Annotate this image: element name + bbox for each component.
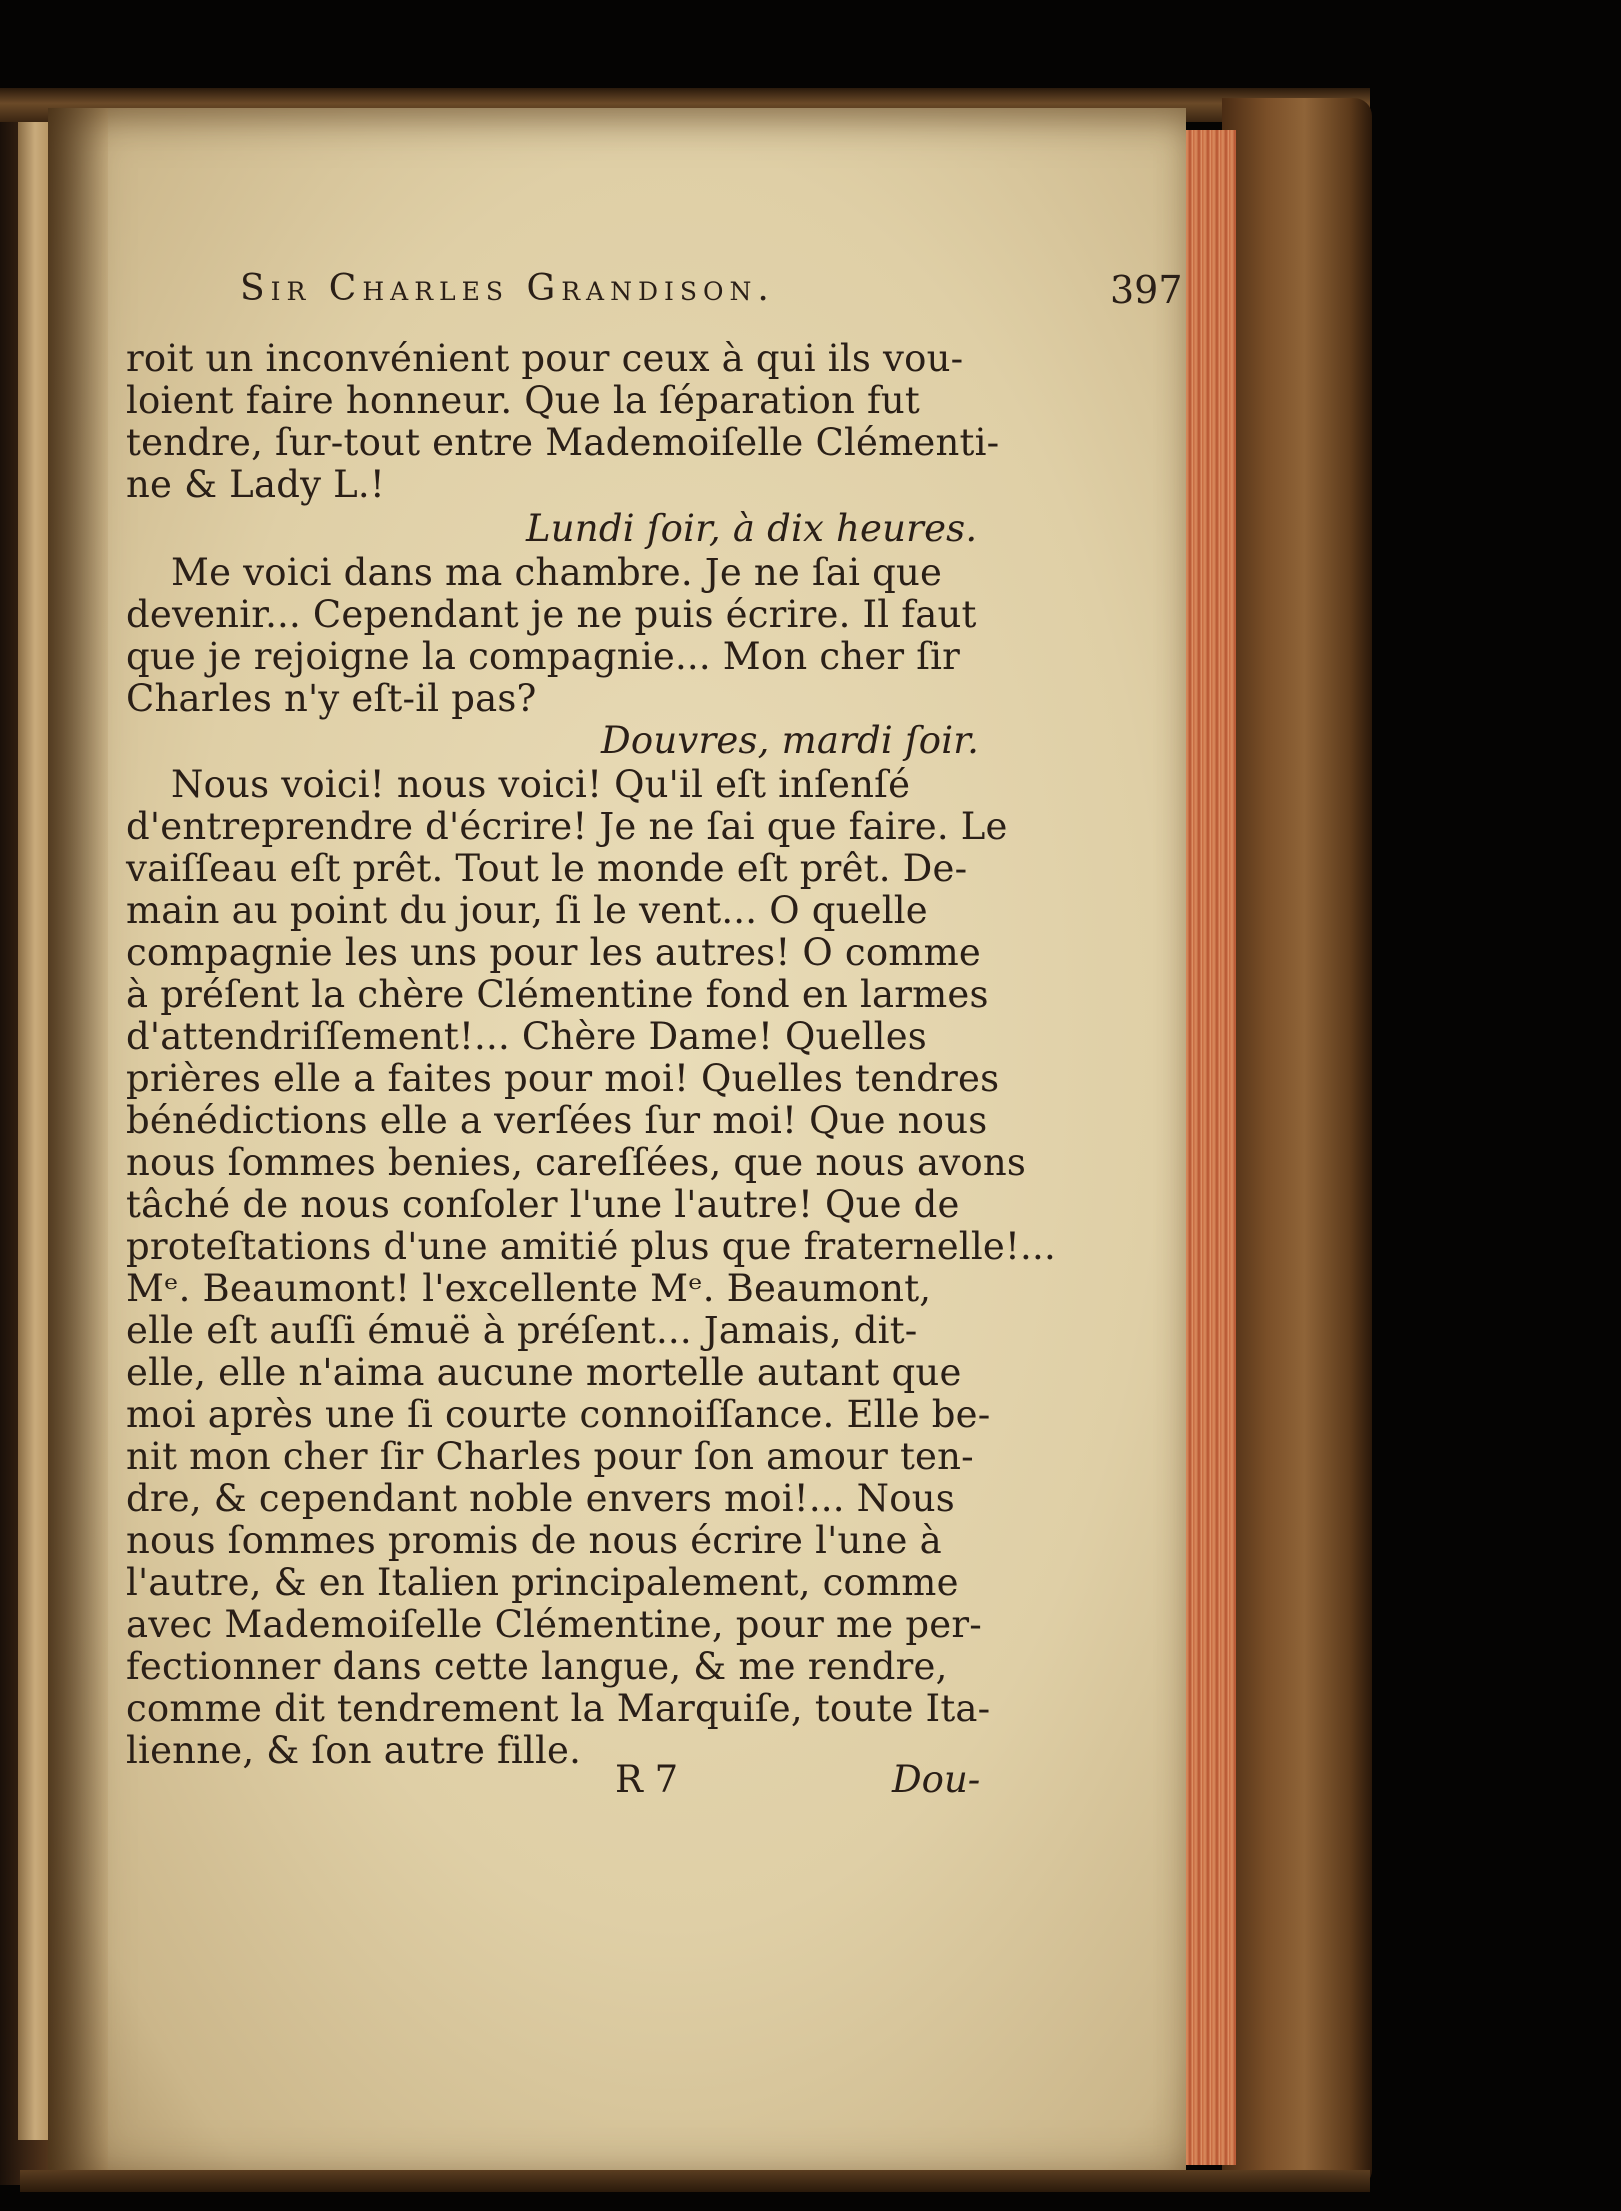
text-line: roit un inconvénient pour ceux à qui ils vou-: [126, 337, 964, 380]
text-line: à préſent la chère Clémentine fond en larmes: [126, 973, 989, 1016]
left-page-stack: [18, 120, 52, 2140]
text-line: avec Mademoiſelle Clémentine, pour me per-: [126, 1603, 982, 1646]
text-line: moi après une ſi courte connoiſſance. Elle be-: [126, 1393, 991, 1436]
text-line: lienne, & ſon autre fille.: [126, 1729, 582, 1772]
text-line: elle, elle n'aima aucune mortelle autant que: [126, 1351, 962, 1394]
text-line: bénédictions elle a verſées ſur moi! Que nous: [126, 1099, 988, 1142]
text-line: fectionner dans cette langue, & me rendre,: [126, 1645, 948, 1688]
text-line: comme dit tendrement la Marquiſe, toute Ita-: [126, 1687, 991, 1730]
page-gutter: [48, 108, 108, 2180]
dateline: Douvres, mardi ſoir.: [601, 719, 980, 762]
text-line: nous ſommes promis de nous écrire l'une à: [126, 1519, 942, 1562]
text-line: l'autre, & en Italien principalement, comme: [126, 1561, 959, 1604]
running-title: Sir Charles Grandison.: [240, 268, 775, 309]
text-line: d'attendriſſement!... Chère Dame! Quelles: [126, 1015, 927, 1058]
text-line: main au point du jour, ſi le vent... O quelle: [126, 889, 928, 932]
text-line: Mᵉ. Beaumont! l'excellente Mᵉ. Beaumont,: [126, 1267, 932, 1310]
text-line: proteſtations d'une amitié plus que fraternelle!...: [126, 1225, 1056, 1268]
catchword: Dou-: [892, 1758, 981, 1801]
text-line: Me voici dans ma chambre. Je ne ſai que: [171, 551, 943, 594]
page-number: 397: [1110, 268, 1183, 312]
text-line: Charles n'y eſt-il pas?: [126, 677, 537, 720]
text-line: prières elle a faites pour moi! Quelles tendres: [126, 1057, 1000, 1100]
text-line: loient faire honneur. Que la ſéparation fut: [126, 379, 920, 422]
text-line: compagnie les uns pour les autres! O comme: [126, 931, 981, 974]
text-line: tâché de nous conſoler l'une l'autre! Que de: [126, 1183, 960, 1226]
text-line: devenir... Cependant je ne puis écrire. Il faut: [126, 593, 977, 636]
text-line: nit mon cher ſir Charles pour ſon amour ten-: [126, 1435, 974, 1478]
text-line: que je rejoigne la compagnie... Mon cher ſir: [126, 635, 961, 678]
right-cover: [1222, 98, 1372, 2188]
text-line: elle eſt auſſi émuë à préſent... Jamais, dit-: [126, 1309, 918, 1352]
text-line: tendre, ſur-tout entre Mademoiſelle Clémenti-: [126, 421, 1000, 464]
text-line: nous ſommes benies, careſſées, que nous avons: [126, 1141, 1027, 1184]
running-header: [240, 268, 1183, 312]
text-line: vaiſſeau eſt prêt. Tout le monde eſt prêt. De-: [126, 847, 968, 890]
text-line: d'entreprendre d'écrire! Je ne ſai que faire. Le: [126, 805, 1008, 848]
text-line: ne & Lady L.!: [126, 463, 385, 506]
dateline: Lundi ſoir, à dix heures.: [526, 507, 978, 550]
bottom-edge: [20, 2170, 1370, 2192]
signature-mark: R 7: [615, 1758, 679, 1801]
text-line: dre, & cependant noble envers moi!... Nous: [126, 1477, 955, 1520]
text-line: Nous voici! nous voici! Qu'il eſt inſenſé: [171, 763, 911, 806]
